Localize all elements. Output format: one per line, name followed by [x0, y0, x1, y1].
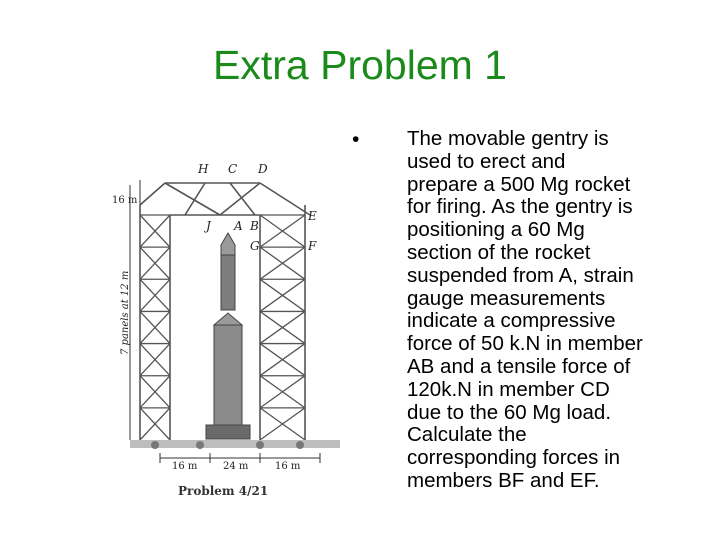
dim-side: 7 panels at 12 m	[120, 270, 131, 355]
label-B: B	[250, 219, 259, 233]
label-D: D	[258, 162, 268, 176]
label-C: C	[228, 162, 238, 176]
gantry-diagram	[110, 155, 350, 505]
label-A: A	[234, 219, 243, 233]
label-F: F	[308, 239, 317, 253]
bullet-icon: •	[352, 128, 360, 151]
figure-caption: Problem 4/21	[178, 484, 269, 498]
dim-bottom-left: 16 m	[172, 461, 198, 472]
label-H: H	[198, 162, 209, 176]
gantry-figure	[110, 155, 350, 505]
dim-top: 16 m	[112, 195, 138, 206]
dim-bottom-mid: 24 m	[223, 461, 249, 472]
bullet-text: The movable gentry is used to erect and prepare a 500 Mg rocket for firing. As the gentry is positioning a 60 Mg section of the rocket suspended from A, strain gauge measurements indicate a compressive force of 50 k.N in member AB and a tensile force of 120k.N in member CD due to the 60 Mg load. Calculate the corresponding forces in members BF and EF.	[407, 127, 643, 492]
label-G: G	[250, 239, 260, 253]
label-E: E	[308, 209, 317, 223]
label-J: J	[206, 219, 211, 233]
dim-bottom-right: 16 m	[275, 461, 301, 472]
slide-title: Extra Problem 1	[213, 42, 507, 88]
